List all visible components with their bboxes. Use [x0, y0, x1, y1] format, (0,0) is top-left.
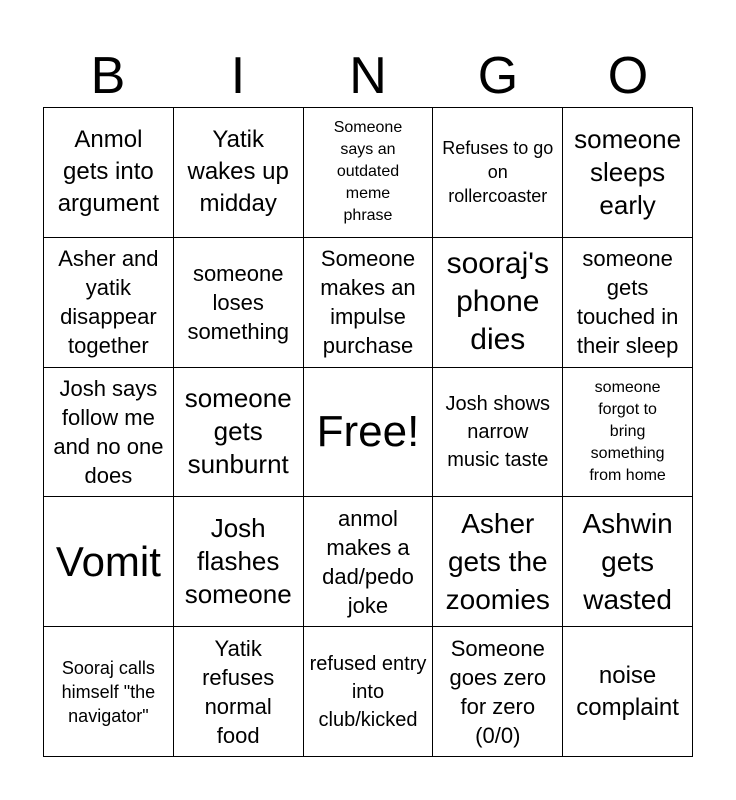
- bingo-cell[interactable]: [433, 497, 563, 627]
- cell-text: Ashwin gets wasted: [582, 507, 673, 615]
- bingo-cell[interactable]: [174, 497, 304, 627]
- bingo-cell[interactable]: [44, 368, 174, 498]
- bingo-cell[interactable]: [433, 368, 563, 498]
- cell-text: someone loses something: [187, 260, 289, 344]
- cell-text: Josh says follow me and no one does: [53, 375, 164, 488]
- bingo-cell[interactable]: [44, 238, 174, 368]
- bingo-cell[interactable]: [44, 497, 174, 627]
- bingo-cell[interactable]: [44, 627, 174, 757]
- cell-text: Vomit: [55, 537, 161, 585]
- bingo-cell[interactable]: [44, 108, 174, 238]
- bingo-cell[interactable]: [563, 108, 693, 238]
- bingo-cell[interactable]: [304, 108, 434, 238]
- cell-text: someone sleeps early: [574, 123, 682, 220]
- cell-text: Someone makes an impulse purchase: [320, 246, 416, 359]
- bingo-cell[interactable]: [174, 238, 304, 368]
- header-letter-n: N: [349, 47, 387, 105]
- cell-text: someone gets touched in their sleep: [576, 246, 679, 359]
- cell-text: Refuses to go on rollercoaster: [442, 138, 554, 207]
- bingo-cell[interactable]: [563, 497, 693, 627]
- cell-text: Someone goes zero for zero (0/0): [449, 635, 547, 748]
- cell-text: anmol makes a dad/pedo joke: [322, 505, 414, 618]
- bingo-cell[interactable]: [174, 627, 304, 757]
- bingo-cell[interactable]: [174, 368, 304, 498]
- cell-text: someone gets sunburnt: [184, 383, 292, 480]
- header-letter-g: G: [477, 47, 519, 105]
- bingo-cell[interactable]: [174, 108, 304, 238]
- cell-text: Yatik refuses normal food: [202, 635, 275, 748]
- bingo-cell[interactable]: [304, 497, 434, 627]
- bingo-grid: [43, 107, 693, 757]
- header-letter-o: O: [607, 47, 649, 105]
- cell-text: sooraj's phone dies: [446, 247, 549, 357]
- cell-text: Yatik wakes up midday: [187, 126, 289, 218]
- cell-text: Asher and yatik disappear together: [58, 246, 159, 359]
- bingo-header: [43, 44, 693, 108]
- cell-text: someone forgot to bring something from home: [589, 378, 666, 484]
- bingo-cell[interactable]: [304, 368, 434, 498]
- free-space: Free!: [316, 406, 420, 456]
- bingo-cell[interactable]: [433, 238, 563, 368]
- cell-text: Anmol gets into argument: [57, 126, 160, 218]
- cell-text: noise complaint: [576, 661, 679, 721]
- bingo-cell[interactable]: [433, 108, 563, 238]
- bingo-cell[interactable]: [563, 238, 693, 368]
- bingo-cell[interactable]: [563, 368, 693, 498]
- bingo-cell[interactable]: [563, 627, 693, 757]
- cell-text: Asher gets the zoomies: [445, 507, 550, 615]
- cell-text: refused entry into club/kicked: [309, 652, 427, 731]
- cell-text: Someone says an outdated meme phrase: [333, 119, 403, 225]
- bingo-cell[interactable]: [304, 238, 434, 368]
- cell-text: Josh shows narrow music taste: [445, 392, 551, 471]
- cell-text: Sooraj calls himself "the navigator": [61, 657, 156, 726]
- header-letter-b: B: [90, 47, 126, 105]
- bingo-cell[interactable]: [304, 627, 434, 757]
- bingo-cell[interactable]: [433, 627, 563, 757]
- cell-text: Josh flashes someone: [184, 513, 292, 610]
- header-letter-i: I: [230, 47, 246, 105]
